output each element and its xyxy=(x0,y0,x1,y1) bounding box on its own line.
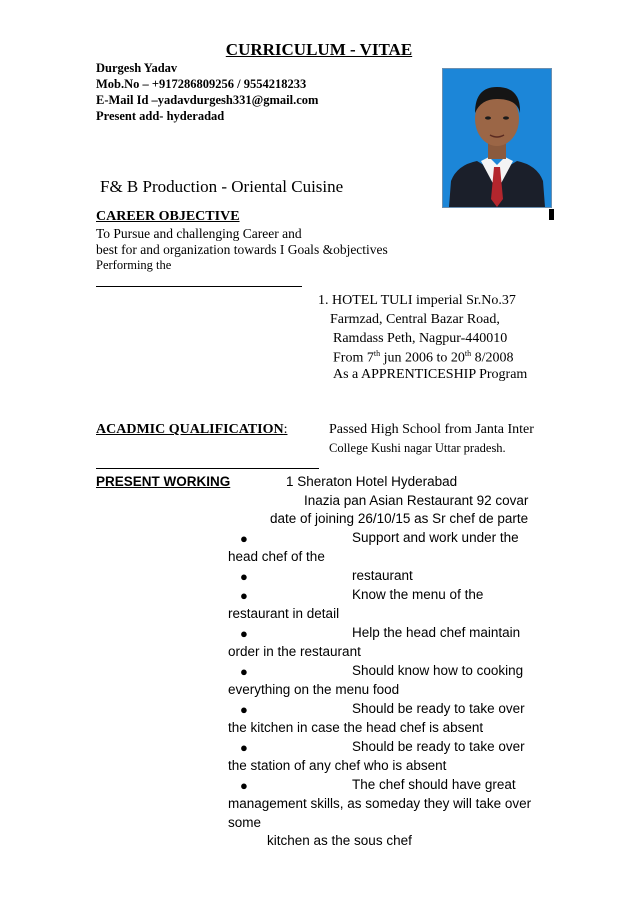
current-hotel: 1 Sheraton Hotel Hyderabad xyxy=(286,474,458,489)
page-mark xyxy=(549,209,554,220)
duty-item-continued: everything on the menu food xyxy=(228,682,400,697)
duty-item: Help the head chef maintain xyxy=(352,625,521,640)
experience-program: As a APPRENTICESHIP Program xyxy=(333,367,528,382)
candidate-name: Durgesh Yadav xyxy=(96,61,178,75)
duty-item: The chef should have great xyxy=(352,777,516,792)
objective-line: To Pursue and challenging Career and xyxy=(96,226,302,241)
document-title: CURRICULUM - VITAE xyxy=(225,40,413,59)
bullet-marker: ● xyxy=(240,702,248,717)
duty-item-continued: head chef of the xyxy=(228,549,325,564)
present-working-heading: PRESENT WORKING xyxy=(96,474,231,489)
duty-item-continued: restaurant in detail xyxy=(228,606,340,621)
bullet-marker: ● xyxy=(240,740,248,755)
duty-item: Should be ready to take over xyxy=(352,739,525,754)
qualification-heading: ACADMIC QUALIFICATION: xyxy=(96,422,288,437)
duty-item: restaurant xyxy=(352,568,413,583)
experience-dates: From 7th jun 2006 to 20th 8/2008 xyxy=(333,349,514,366)
email-address: E-Mail Id –yadavdurgesh331@gmail.com xyxy=(96,93,319,107)
bullet-marker: ● xyxy=(240,626,248,641)
bullet-marker: ● xyxy=(240,569,248,584)
duty-item-continued: management skills, as someday they will take over xyxy=(228,796,532,811)
profile-photo xyxy=(442,68,552,208)
qualification-line: Passed High School from Janta Inter xyxy=(329,422,534,437)
duty-item-continued: kitchen as the sous chef xyxy=(267,833,412,848)
experience-address: Farmzad, Central Bazar Road, xyxy=(330,312,500,327)
duty-item: Should be ready to take over xyxy=(352,701,525,716)
mobile-number: Mob.No – +917286809256 / 9554218233 xyxy=(96,77,307,91)
role-title: F& B Production - Oriental Cuisine xyxy=(100,177,344,196)
current-restaurant: Inazia pan Asian Restaurant 92 covar xyxy=(304,493,529,508)
objective-line: Performing the xyxy=(96,258,172,272)
section-divider xyxy=(96,286,302,287)
bullet-marker: ● xyxy=(240,531,248,546)
bullet-marker: ● xyxy=(240,664,248,679)
duty-item-continued: some xyxy=(228,815,262,830)
duty-item-continued: order in the restaurant xyxy=(228,644,361,659)
section-divider xyxy=(96,468,319,469)
duty-item-continued: the station of any chef who is absent xyxy=(228,758,447,773)
duty-item: Should know how to cooking xyxy=(352,663,524,678)
duty-item: Support and work under the xyxy=(352,530,519,545)
career-objective-heading: CAREER OBJECTIVE xyxy=(96,209,240,224)
bullet-marker: ● xyxy=(240,778,248,793)
experience-address: Ramdass Peth, Nagpur-440010 xyxy=(333,331,508,346)
qualification-line: College Kushi nagar Uttar pradesh. xyxy=(329,441,506,455)
present-address: Present add- hyderadad xyxy=(96,109,225,123)
objective-line: best for and organization towards I Goals &objectives xyxy=(96,242,388,257)
duty-item-continued: the kitchen in case the head chef is absent xyxy=(228,720,484,735)
bullet-marker: ● xyxy=(240,588,248,603)
experience-hotel: 1. HOTEL TULI imperial Sr.No.37 xyxy=(318,293,516,308)
duty-item: Know the menu of the xyxy=(352,587,484,602)
joining-date: date of joining 26/10/15 as Sr chef de parte xyxy=(270,511,529,526)
